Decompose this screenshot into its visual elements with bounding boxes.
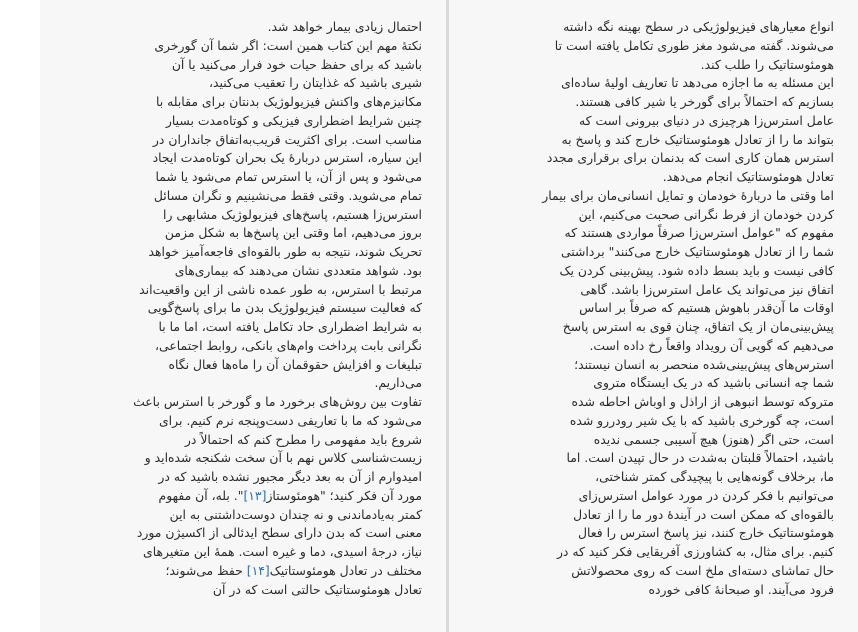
right-page-text bbox=[499, 18, 834, 599]
text-line: معنی است که بدن دارای سطح ایدئالی از اکسیژن مورد bbox=[136, 525, 422, 541]
left-page bbox=[40, 0, 446, 632]
footnote-line-13[interactable]: مورد آن فکر کنید؛ "هومئوستاز[۱۳]". بله، آن مفهوم bbox=[158, 487, 422, 503]
text-line: کمتر به‌یادماندنی و نه چندان دوست‌داشتنی به این bbox=[169, 506, 422, 522]
text-line: می‌توانیم با فکر کردن در مورد عوامل استرس‌زای bbox=[578, 487, 834, 503]
footnote-link[interactable]: [۱۳] bbox=[243, 487, 267, 503]
text-line: نگرانی بابت پرداخت وام‌های بانکی، روابط اجتماعی، bbox=[155, 337, 422, 353]
text-line: انواع معیارهای فیزیولوژیکی در سطح بهینه نگه داشته bbox=[563, 19, 834, 34]
text-line: بالقوه‌ای که ممکن است در آیندهٔ دور ما را از تعادل bbox=[573, 506, 834, 522]
text-line: بود. شواهد متعددی نشان می‌دهند که بیماری‌های bbox=[174, 262, 422, 278]
text-line: شروع باید مفهومی را مطرح کنم که احتمالاً در bbox=[184, 431, 422, 447]
text-line: فرود می‌آیند. او صبحانهٔ کافی خورده bbox=[648, 581, 834, 597]
text-line: باشید، احتمالاً قلبتان به‌شدت در حال تپیدن است. اما bbox=[566, 450, 834, 466]
text-line: شما چه انسانی باشید که در یک ایستگاه متروی bbox=[593, 375, 834, 391]
text-line: پیش‌بینی‌مان از یک اتفاق، چنان قوی به استرس پاسخ bbox=[562, 319, 834, 334]
text-line: عامل استرس‌زا هرچیزی در دنیای بیرونی است که bbox=[578, 112, 834, 128]
text-line: حال تماشای دسته‌ای ملخ است که روی محصولاتش bbox=[571, 562, 834, 578]
text-line: نکتهٔ مهم این کتاب همین است: اگر شما آن گورخری bbox=[154, 37, 422, 53]
text-line: کردن خودمان از فرط نگرانی صحبت می‌کنیم، این bbox=[578, 206, 834, 222]
text-line: کافی نیست و باید بسط داده شود. پیش‌بینی کردن یک bbox=[559, 262, 834, 278]
text-line: بروز می‌دهیم، اما وقتی این پاسخ‌ها به شکل مزمن bbox=[164, 225, 422, 241]
text-line: است، حتی اگر (هنوز) هیچ آسیبی جسمی ندیده bbox=[593, 431, 834, 447]
text-line: امیدوارم از آن به بعد دیگر مجبور نشده باشید که در bbox=[158, 469, 422, 484]
text-line: مناسب است. برای اکثریت قریب‌به‌اتفاق جانداران در bbox=[152, 131, 422, 147]
text-line: احتمال زیادی بیمار خواهد شد. bbox=[267, 19, 422, 34]
text-line: متروکه توسط انبوهی از اراذل و اوباش احاطه شده bbox=[571, 394, 834, 409]
text-line: باشید که برای حفظ حیات خود فرار می‌کنید یا آن bbox=[171, 56, 422, 72]
text-line: شیری باشید که غذایتان را تعقیب می‌کنید، bbox=[208, 75, 422, 91]
text-line: مرتبط با استرس، به طور عمده ناشی از این واقعیت‌اند bbox=[139, 281, 422, 297]
text-line: تحریک شوند، نتیجه به طور بالقوه‌ای فاجعه‌آمیز خواهد bbox=[148, 244, 422, 259]
text-line: می‌شود که ما با تعاریفی دست‌وپنجه نرم کنیم. برای bbox=[158, 412, 422, 428]
footnote-line-14[interactable]: مختلف در تعادل هومئوستاتیک[۱۴] حفظ می‌شوند؛ bbox=[165, 562, 422, 578]
text-line: بتواند ما را از تعادل هومئوستاتیک خارج کند و پاسخ به bbox=[561, 131, 834, 147]
left-margin bbox=[0, 0, 40, 632]
text-line: تعادل هومئوستاتیک حالتی است که در آن bbox=[212, 581, 422, 597]
text-line: چنین شرایط اضطراری فیزیکی و کوتاه‌مدت بسیار bbox=[165, 112, 422, 128]
right-page bbox=[449, 0, 858, 632]
text-line: تبلیغات و افزایش حقوقمان آن را ماه‌ها فعال نگاه bbox=[168, 356, 422, 372]
text-line: می‌شوند. گفته می‌شود مغز طوری تکامل یافته است تا bbox=[554, 37, 834, 53]
text-line: مفهوم که "عوامل استرس‌زا صرفاً مواردی هستند که bbox=[564, 225, 834, 241]
text-line: می‌داریم. bbox=[374, 375, 422, 391]
text-line: اتفاق نیز می‌تواند یک عامل استرس‌زا باشد. گاهی bbox=[580, 281, 834, 297]
text-line: استرس‌های پیش‌بینی‌شده منحصر به انسان نیستند؛ bbox=[574, 356, 834, 372]
text-line: هومئوستاتیک را طلب کند. bbox=[700, 56, 834, 72]
text-line: زیست‌شناسی کلاس نهم با آن سخت شکنجه شده‌اید و bbox=[144, 450, 422, 466]
text-line: که فعالیت سیستم فیزیولوژیک بدن ما برای پاسخ‌گویی bbox=[147, 300, 422, 316]
text-line: ما، برخلاف گونه‌هایی با پیچیدگی کمتر شناختی، bbox=[595, 469, 834, 484]
text-line: این مسئله به ما اجازه می‌دهد تا تعاریف اولیهٔ ساده‌ای bbox=[561, 75, 834, 91]
text-line: به شرایط اضطراری حاد تکامل یافته است، اما ما با bbox=[158, 319, 422, 334]
text-line: هومئوستاتیک خارج کنند، نیز پاسخ استرس را فعال bbox=[577, 525, 834, 541]
text-line: اوقات ما آن‌قدر باهوش هستیم که صرفاً بر اساس bbox=[579, 300, 834, 316]
text-line: بسازیم که احتمالاً برای گورخر یا شیر کافی هستند. bbox=[575, 94, 834, 109]
text-line: می‌شود و پس از آن، یا استرس تمام می‌شود یا شما bbox=[155, 169, 422, 184]
text-line: می‌دهیم که گویی آن رویداد واقعاً رخ داده است. bbox=[589, 337, 834, 353]
text-line: استرس‌زا هستیم، پاسخ‌های فیزیولوژیک مشابهی را bbox=[163, 206, 422, 222]
text-line: نیاز، درجهٔ اسیدی، دما و غیره است. همهٔ این متغیرهای bbox=[143, 544, 422, 559]
text-line: تفاوت بین روش‌های برخورد ما و گورخر با استرس باعث bbox=[133, 394, 422, 409]
text-line: این سیاره، استرس دربارهٔ یک بحران کوتاه‌مدت ایجاد bbox=[152, 150, 422, 166]
text-line: استرس همان کاری است که بدنمان برای برقراری مجدد bbox=[546, 150, 834, 166]
text-line: تمام می‌شوید. وقتی فقط می‌نشینیم و نگران مسائل bbox=[153, 187, 422, 203]
text-line: کنیم. برای مثال، به کشاورزی آفریقایی فکر کنید که در bbox=[556, 544, 834, 559]
footnote-link[interactable]: [۱۴] bbox=[246, 562, 270, 578]
text-line: تعادل هومئوستاتیک انجام می‌دهد. bbox=[662, 169, 834, 184]
text-line: است، چه گورخری باشید که با یک شیر رودررو شده bbox=[569, 412, 834, 428]
text-line: شما را از تعادل هومئوستاتیک خارج می‌کنند" برداشتی bbox=[560, 244, 834, 259]
text-line: مکانیزم‌های واکنش فیزیولوژیک بدنتان برای مقابله با bbox=[155, 94, 422, 109]
text-line: اما وقتی ما دربارهٔ خودمان و تمایل انسانی‌مان برای بیمار bbox=[542, 187, 834, 203]
left-page-text bbox=[82, 18, 422, 599]
